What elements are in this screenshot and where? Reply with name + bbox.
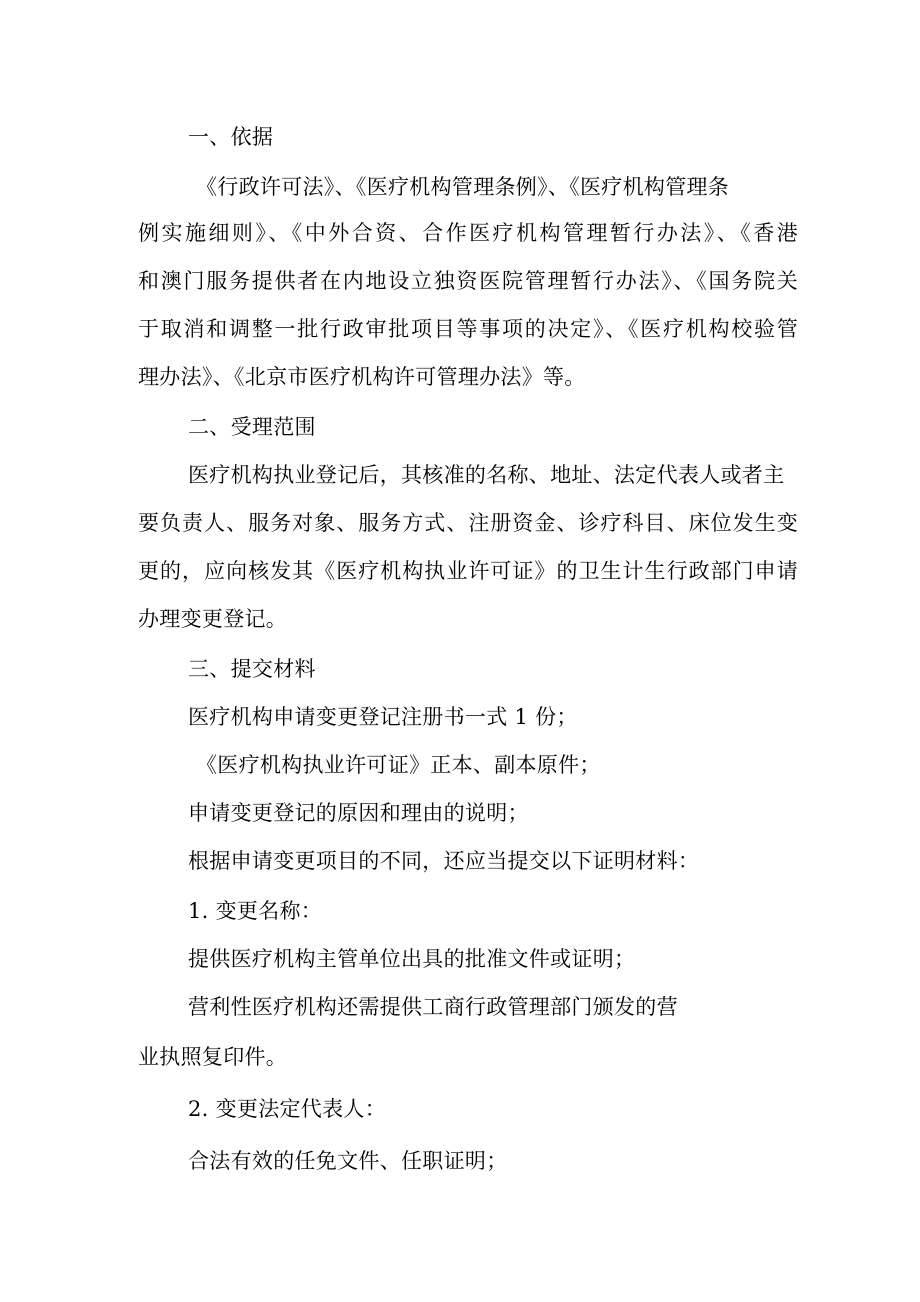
paragraph-line: 医疗机构执业登记后，其核准的名称、地址、法定代表人或者主	[188, 463, 785, 487]
paragraph-line: 《行政许可法》、《医疗机构管理条例》、《医疗机构管理条	[196, 175, 730, 199]
paragraph-line: 更的，应向核发其《医疗机构执业许可证》的卫生计生行政部门申请	[138, 559, 798, 583]
list-item: 营利性医疗机构还需提供工商行政管理部门颁发的营	[188, 995, 678, 1019]
list-item: 根据申请变更项目的不同，还应当提交以下证明材料：	[188, 849, 700, 873]
section-heading-basis: 一、依据	[188, 125, 274, 149]
list-item: 申请变更登记的原因和理由的说明；	[188, 801, 529, 825]
paragraph-line: 办理变更登记。	[138, 607, 288, 631]
paragraph-line: 要负责人、服务对象、服务方式、注册资金、诊疗科目、床位发生变	[138, 511, 798, 535]
paragraph-line: 理办法》、《北京市医疗机构许可管理办法》等。	[138, 365, 586, 389]
paragraph-line: 例实施细则》、《中外合资、合作医疗机构管理暂行办法》、《香港	[138, 221, 798, 245]
section-heading-materials: 三、提交材料	[188, 657, 316, 681]
list-item: 合法有效的任免文件、任职证明；	[188, 1149, 508, 1173]
subsection-heading-legal-rep-change: 2. 变更法定代表人：	[188, 1097, 387, 1121]
subsection-heading-name-change: 1. 变更名称：	[188, 899, 323, 923]
list-item: 提供医疗机构主管单位出具的批准文件或证明；	[188, 947, 636, 971]
list-item: 医疗机构申请变更登记注册书一式 1 份；	[188, 705, 578, 729]
section-heading-scope: 二、受理范围	[188, 415, 316, 439]
paragraph-line: 于取消和调整一批行政审批项目等事项的决定》、《医疗机构校验管	[138, 317, 798, 341]
list-item: 业执照复印件。	[138, 1045, 288, 1069]
paragraph-line: 和澳门服务提供者在内地设立独资医院管理暂行办法》、《国务院关	[138, 269, 798, 293]
list-item: 《医疗机构执业许可证》正本、副本原件；	[196, 753, 601, 777]
